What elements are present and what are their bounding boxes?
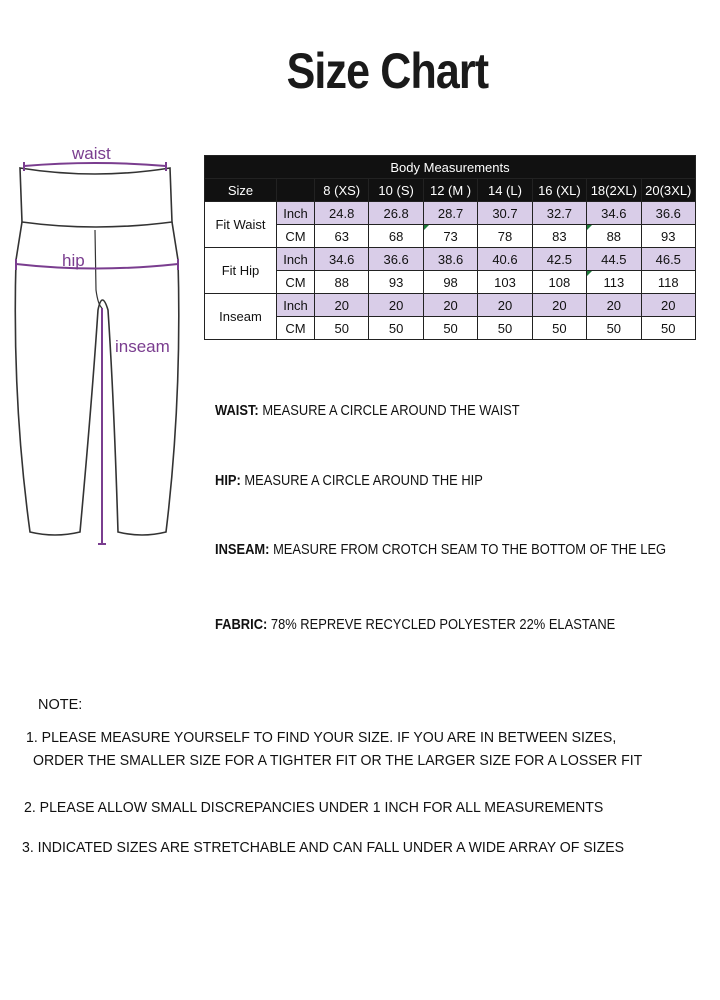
value-cell: 93: [641, 225, 695, 248]
value-cell: 36.6: [369, 248, 423, 271]
note-item: 2. PLEASE ALLOW SMALL DISCREPANCIES UNDER 1 INCH FOR ALL MEASUREMENTS: [24, 799, 604, 816]
value-cell: 118: [641, 271, 695, 294]
size-header-row: [205, 179, 696, 202]
value-cell: 42.5: [532, 248, 586, 271]
unit-cell: CM: [277, 271, 315, 294]
table-row: [205, 317, 696, 340]
table-heading-row: [205, 156, 696, 179]
value-cell: 63: [315, 225, 369, 248]
note-heading: NOTE:: [38, 697, 83, 713]
value-cell: 36.6: [641, 202, 695, 225]
size-table: [204, 155, 696, 340]
hip-label: hip: [62, 251, 85, 270]
unit-header: [277, 179, 315, 202]
value-cell: 26.8: [369, 202, 423, 225]
value-cell: 24.8: [315, 202, 369, 225]
waist-measure-line: [24, 163, 166, 166]
unit-cell: CM: [277, 225, 315, 248]
inseam-label: inseam: [115, 337, 170, 356]
definition-label: FABRIC:: [215, 616, 268, 633]
value-cell: 93: [369, 271, 423, 294]
value-cell: 40.6: [478, 248, 532, 271]
value-cell: 20: [532, 294, 586, 317]
table-row: [205, 271, 696, 294]
value-cell: 50: [315, 317, 369, 340]
value-cell: 98: [423, 271, 477, 294]
value-cell: 38.6: [423, 248, 477, 271]
value-cell: 46.5: [641, 248, 695, 271]
value-cell: 20: [315, 294, 369, 317]
value-cell: 20: [641, 294, 695, 317]
value-cell: 44.5: [587, 248, 641, 271]
unit-cell: Inch: [277, 248, 315, 271]
size-header: 8 (XS): [315, 179, 369, 202]
definition-waist: [215, 402, 520, 419]
size-header: 14 (L): [478, 179, 532, 202]
value-cell: 50: [423, 317, 477, 340]
definition-label: INSEAM:: [215, 541, 270, 558]
size-header: 10 (S): [369, 179, 423, 202]
definition-inseam: [215, 541, 666, 558]
value-cell: 20: [587, 294, 641, 317]
value-cell: 20: [423, 294, 477, 317]
value-cell: 73: [423, 225, 477, 248]
value-cell: 34.6: [587, 202, 641, 225]
value-cell: 32.7: [532, 202, 586, 225]
size-header: 20(3XL): [641, 179, 695, 202]
definition-label: HIP:: [215, 472, 241, 489]
table-row: [205, 294, 696, 317]
unit-cell: CM: [277, 317, 315, 340]
note-item: ORDER THE SMALLER SIZE FOR A TIGHTER FIT OR THE LARGER SIZE FOR A LOSSER FIT: [33, 752, 643, 769]
definition-text: 78% REPREVE RECYCLED POLYESTER 22% ELASTANE: [270, 616, 616, 633]
value-cell: 78: [478, 225, 532, 248]
table-row: [205, 202, 696, 225]
value-cell: 88: [587, 225, 641, 248]
unit-cell: Inch: [277, 294, 315, 317]
value-cell: 50: [532, 317, 586, 340]
size-header: 18(2XL): [587, 179, 641, 202]
value-cell: 34.6: [315, 248, 369, 271]
value-cell: 20: [369, 294, 423, 317]
value-cell: 88: [315, 271, 369, 294]
value-cell: 20: [478, 294, 532, 317]
value-cell: 50: [369, 317, 423, 340]
hip-measure-line: [16, 264, 178, 269]
size-header-label: Size: [205, 179, 277, 202]
group-label-waist: Fit Waist: [205, 202, 277, 248]
unit-cell: Inch: [277, 202, 315, 225]
definition-text: MEASURE A CIRCLE AROUND THE HIP: [244, 472, 483, 489]
size-header: 12 (M ): [423, 179, 477, 202]
page-title: Size Chart: [286, 43, 489, 99]
group-label-inseam: Inseam: [205, 294, 277, 340]
group-label-hip: Fit Hip: [205, 248, 277, 294]
value-cell: 50: [641, 317, 695, 340]
table-heading: Body Measurements: [205, 156, 696, 179]
definition-hip: [215, 472, 483, 489]
size-header: 16 (XL): [532, 179, 586, 202]
leggings-diagram: [10, 140, 200, 560]
definition-label: WAIST:: [215, 402, 259, 419]
value-cell: 113: [587, 271, 641, 294]
value-cell: 108: [532, 271, 586, 294]
value-cell: 50: [478, 317, 532, 340]
value-cell: 83: [532, 225, 586, 248]
definition-text: MEASURE FROM CROTCH SEAM TO THE BOTTOM OF THE LEG: [273, 541, 667, 558]
waist-label: waist: [72, 144, 111, 163]
value-cell: 30.7: [478, 202, 532, 225]
note-item: 3. INDICATED SIZES ARE STRETCHABLE AND CAN FALL UNDER A WIDE ARRAY OF SIZES: [22, 839, 625, 856]
value-cell: 28.7: [423, 202, 477, 225]
definition-text: MEASURE A CIRCLE AROUND THE WAIST: [262, 402, 520, 419]
table-row: [205, 225, 696, 248]
value-cell: 50: [587, 317, 641, 340]
definition-fabric: [215, 616, 615, 633]
value-cell: 103: [478, 271, 532, 294]
value-cell: 68: [369, 225, 423, 248]
table-row: [205, 248, 696, 271]
note-item: 1. PLEASE MEASURE YOURSELF TO FIND YOUR SIZE. IF YOU ARE IN BETWEEN SIZES,: [26, 729, 617, 746]
waistband-outline: [20, 168, 172, 227]
